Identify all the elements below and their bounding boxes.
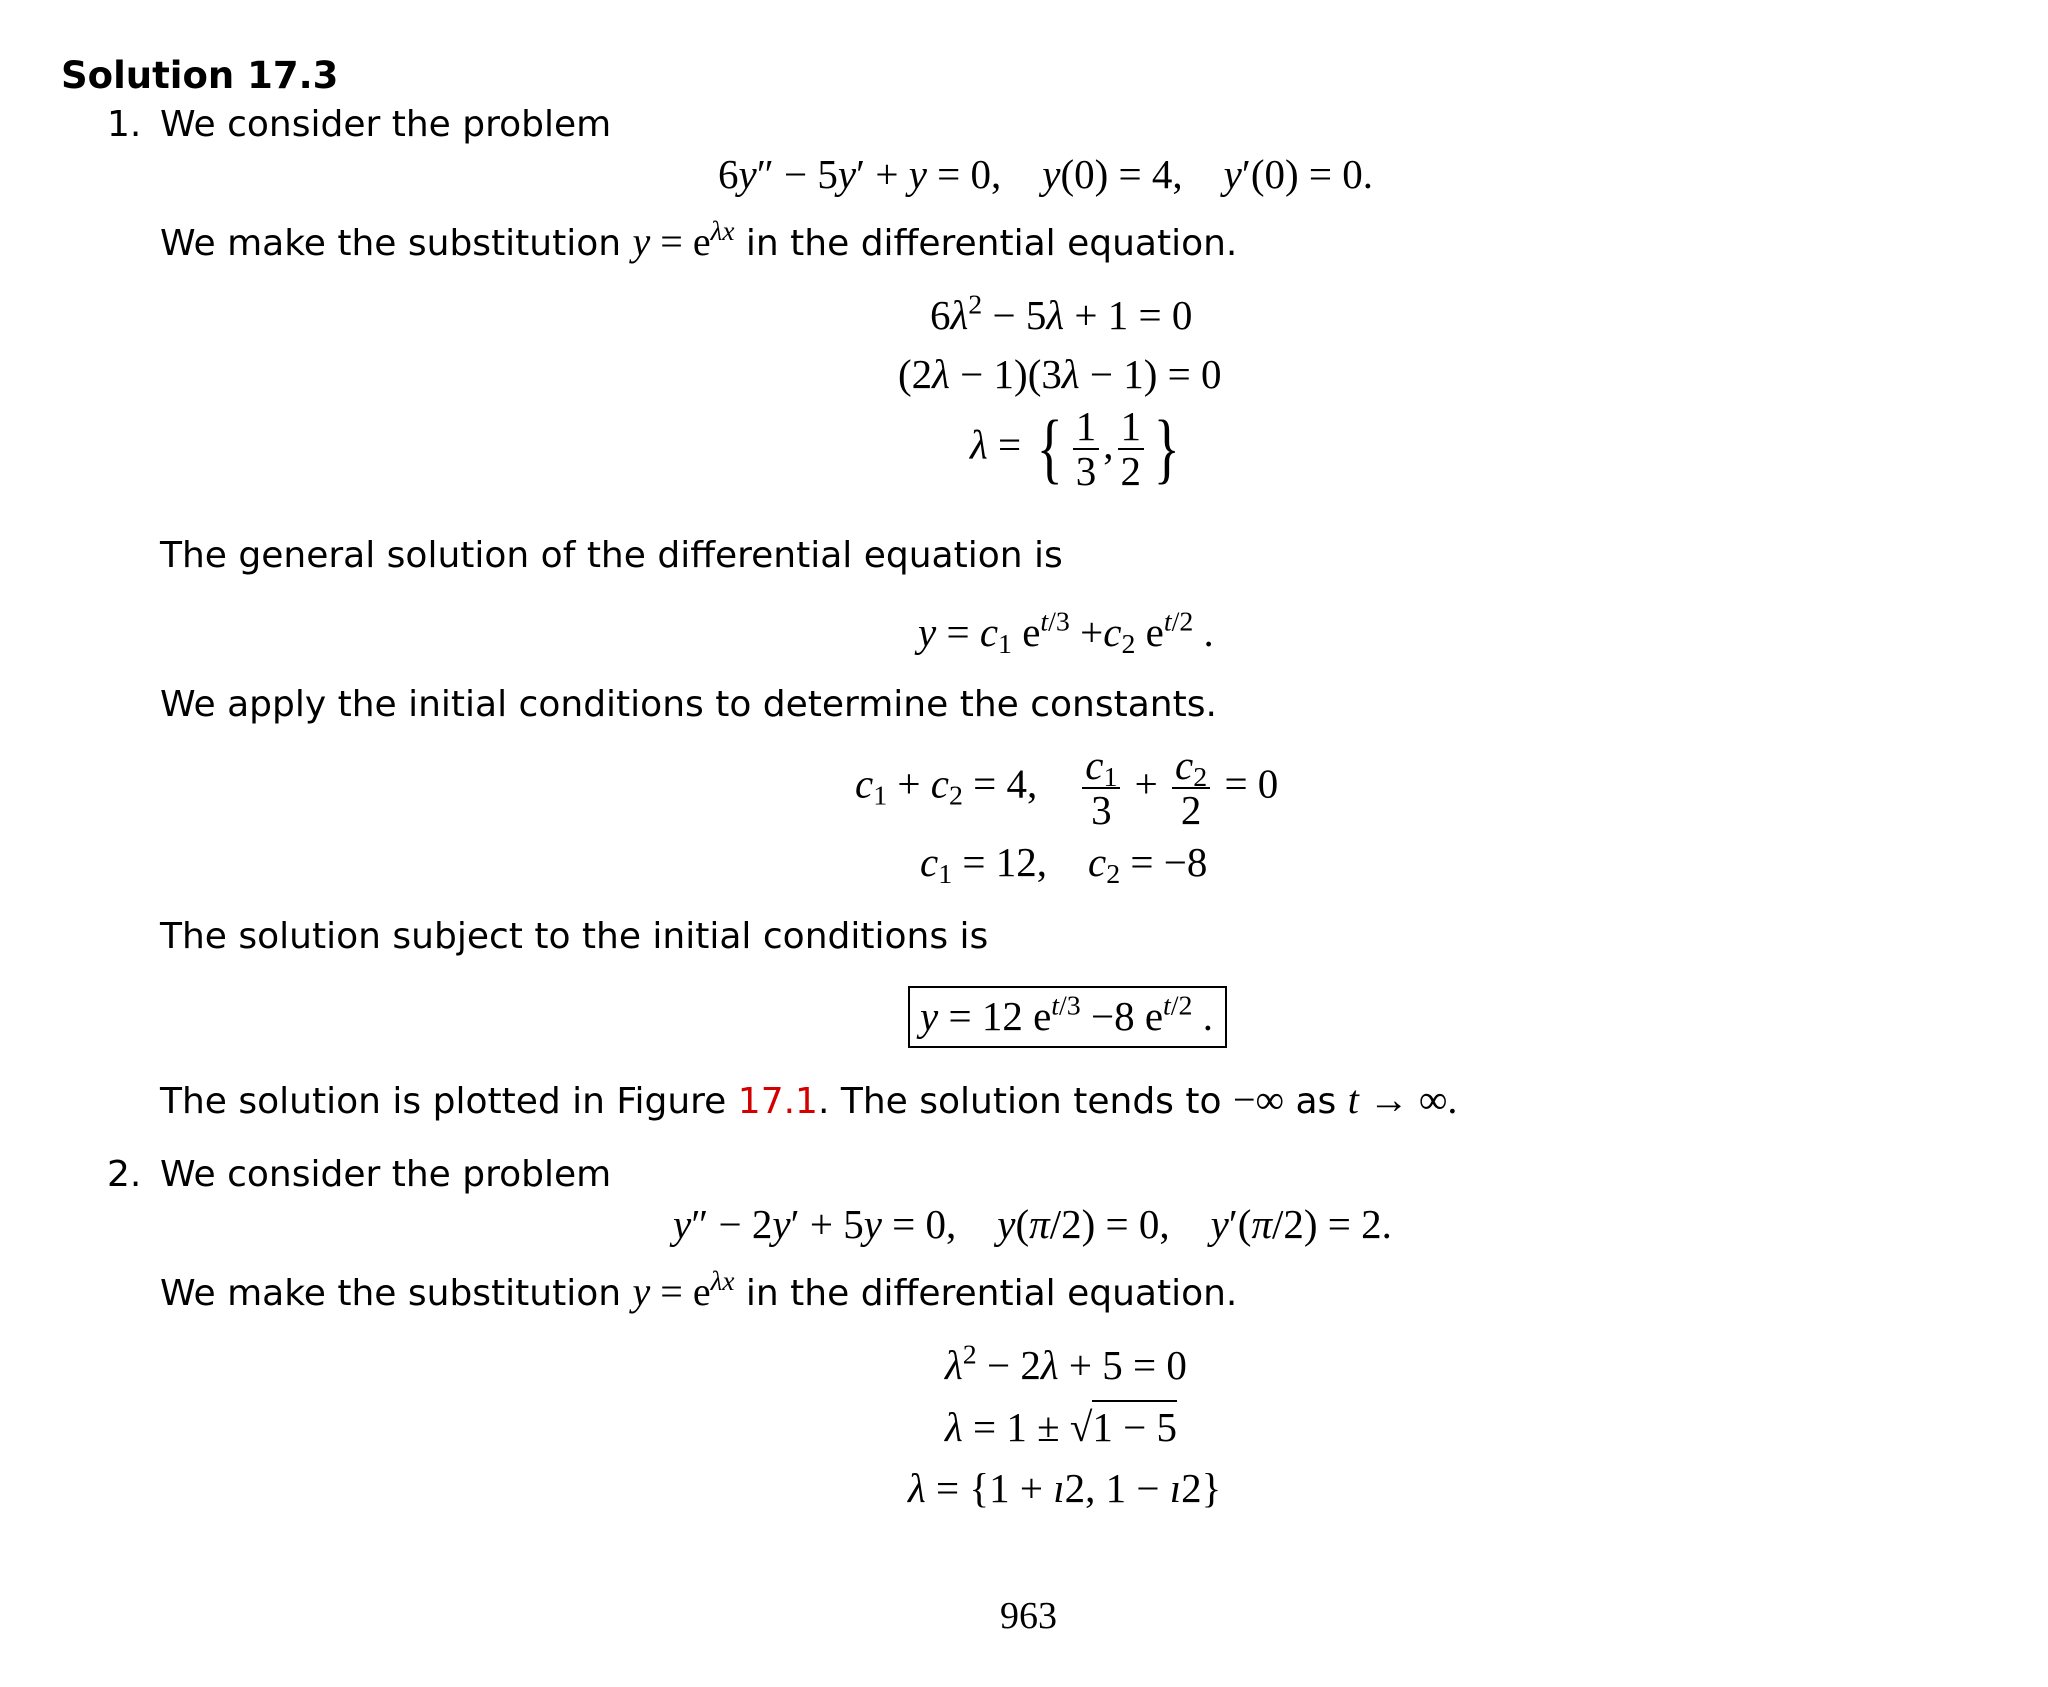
solution-heading: Solution 17.3 — [61, 54, 339, 97]
item-1-general-solution-text: The general solution of the differential equation is — [160, 535, 1063, 576]
item-2-characteristic-equation: $\lambda^2 - 2\lambda + 5 = 0$ — [945, 1339, 1187, 1388]
item-1-problem-equation: 6y″ − 5y′ + y = 0, y(0) = 4, y′(0) = 0. — [718, 151, 1374, 197]
minus-infinity-formula: −∞ — [1232, 1077, 1285, 1122]
item-1-substitution-suffix: in the differential equation. — [745, 223, 1238, 264]
right-brace-icon: } — [1153, 405, 1180, 492]
item-1-substitution-formula: $y = e^{\lambda x}$ — [632, 216, 735, 264]
item-2-substitution-formula: $y = e^{\lambda x}$ — [632, 1266, 735, 1314]
item-1-number: 1. — [107, 104, 142, 145]
item-1-plot-text-as: as — [1295, 1081, 1337, 1122]
item-2-quadratic-formula: λ = 1 ± √1 − 5 — [945, 1403, 1177, 1451]
item-1-apply-conditions-text: We apply the initial conditions to determine the constants. — [160, 684, 1217, 725]
item-1-final-solution-box: y = 12 $e^{t/3} -8$ $e^{t/2}$ . — [908, 986, 1227, 1048]
item-1-plot-line — [160, 1076, 1457, 1123]
item-2-substitution-suffix: in the differential equation. — [745, 1273, 1238, 1314]
left-brace-icon: { — [1036, 405, 1064, 492]
limit-formula: t → ∞. — [1347, 1077, 1458, 1122]
square-root-icon: √ — [1069, 1404, 1093, 1450]
item-2-substitution-prefix: We make the substitution — [160, 1273, 622, 1314]
fraction-one-third: $\frac{1}{3}$ — [1073, 405, 1100, 493]
item-2-intro: We consider the problem — [160, 1154, 612, 1195]
figure-reference-link[interactable]: 17.1 — [737, 1081, 818, 1122]
page-number: 963 — [1000, 1595, 1057, 1637]
item-1-substitution-prefix: We make the substitution — [160, 223, 622, 264]
item-1-general-solution-equation: $y = c_1$ $e^{t/3} +c_2$ $e^{t/2}$ . — [918, 606, 1214, 660]
fraction-c1-over-3: $\frac{c_1}{3}$ — [1082, 744, 1120, 832]
item-2-substitution-line — [160, 1268, 1237, 1315]
item-1-subject-solution-text: The solution subject to the initial conditions is — [160, 916, 989, 957]
fraction-one-half: $\frac{1}{2}$ — [1118, 405, 1145, 493]
item-1-intro: We consider the problem — [160, 104, 612, 145]
item-1-plot-text-prefix: The solution is plotted in Figure — [160, 1081, 727, 1122]
item-1-factored-equation: (2λ − 1)(3λ − 1) = 0 — [898, 351, 1222, 397]
c2-value: −8 — [1163, 839, 1208, 885]
item-1-characteristic-equation: $6\lambda^2 - 5\lambda + 1 = 0$ — [930, 289, 1193, 338]
item-2-number: 2. — [107, 1154, 142, 1195]
fraction-c2-over-2: $\frac{c_2}{2}$ — [1172, 744, 1210, 832]
item-2-lambda-roots: λ = {1 + ı2, 1 − ı2} — [908, 1465, 1222, 1511]
item-1-constants-system: $c_1 + c_2 = 4$, $\frac{c_1}{3}$ + $\frac{c_2}{2}$ = 0 — [855, 742, 1279, 834]
item-1-substitution-line — [160, 218, 1237, 265]
item-1-plot-text-middle: . The solution tends to — [817, 1081, 1222, 1122]
item-1-lambda-roots: λ = { $\frac{1}{3}$ , $\frac{1}{2}$ } — [970, 403, 1180, 495]
c1-value: 12 — [995, 839, 1037, 885]
item-2-problem-equation: y″ − 2y′ + 5y = 0, y(π/2) = 0, y′(π/2) = 2. — [673, 1201, 1392, 1247]
item-1-constants-values: $c_1 = 12$, $c_2 = -8$ — [920, 839, 1208, 890]
